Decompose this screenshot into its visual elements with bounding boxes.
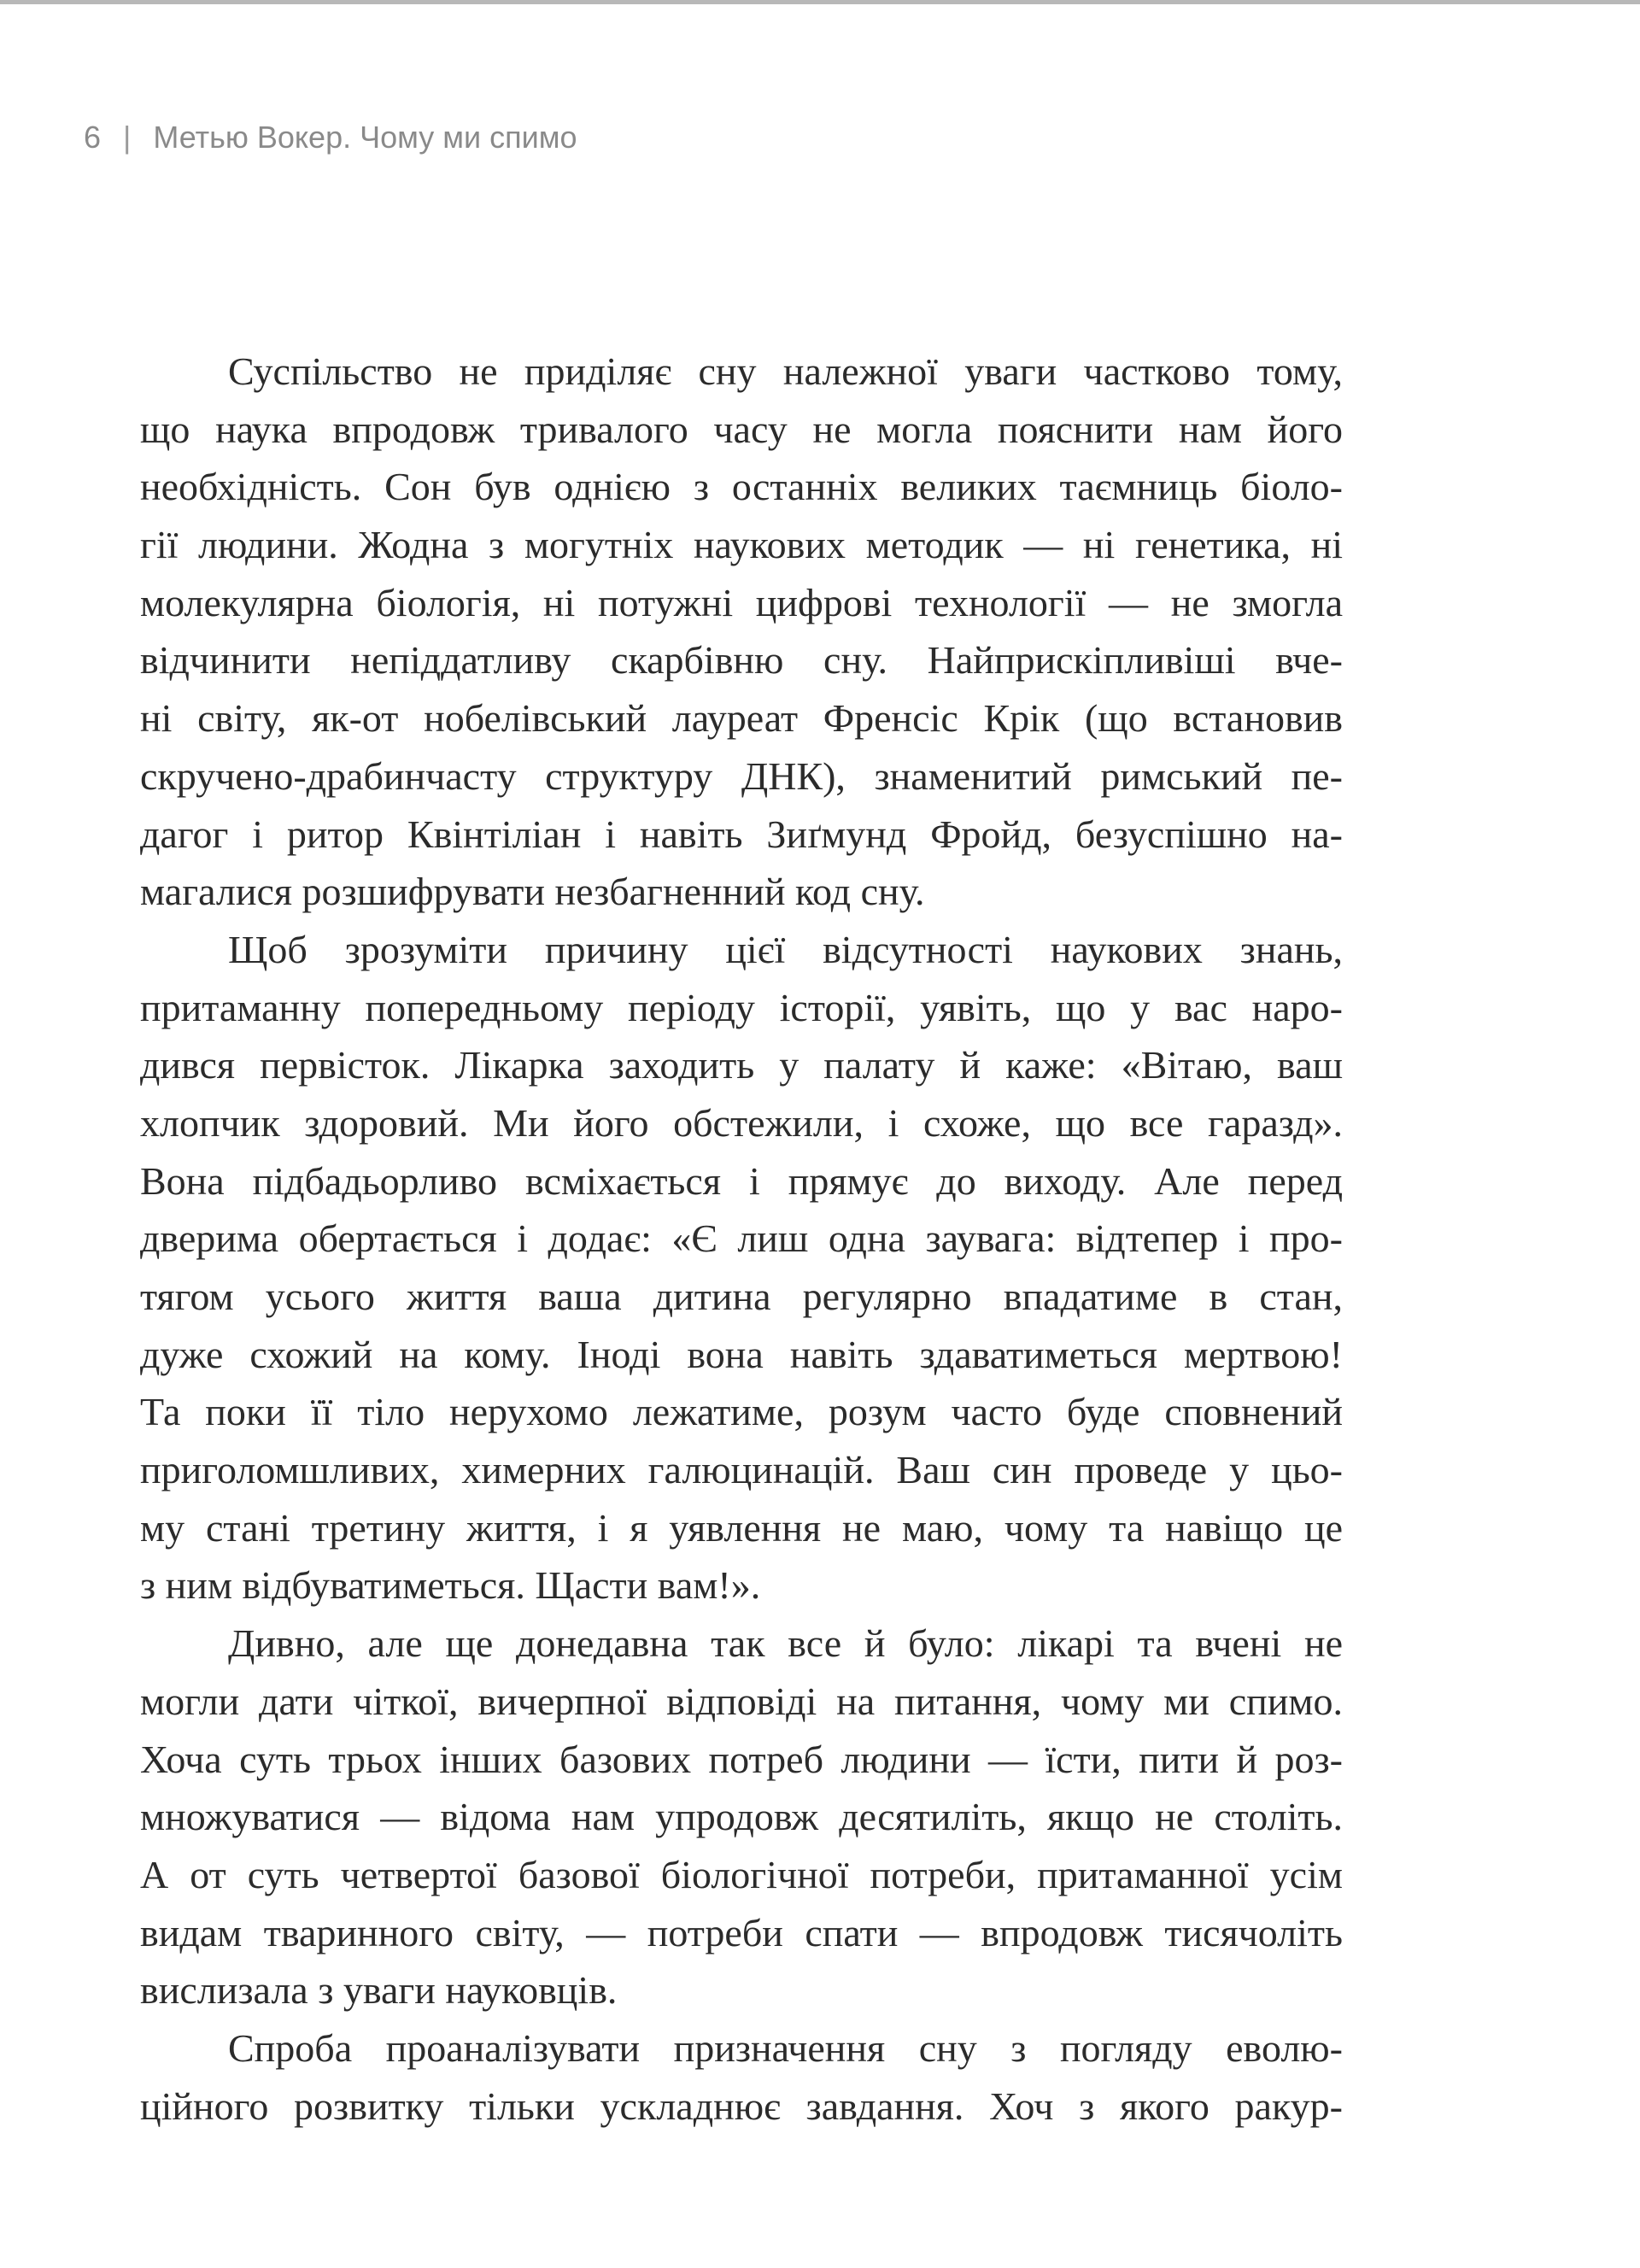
text-line: могли дати чіткої, вичерпної відповіді на питання, чому ми спимо. — [140, 1679, 1343, 1723]
text-line: Хоча суть трьох інших базових потреб людини — їсти, пити й роз- — [140, 1737, 1343, 1781]
paragraph — [140, 1615, 1343, 2019]
text-line: тягом усього життя ваша дитина регулярно впадатиме в стан, — [140, 1275, 1343, 1318]
text-line: Та поки її тіло нерухомо лежатиме, розум часто буде сповнений — [140, 1390, 1343, 1434]
text-line: Суспільство не приділяє сну належної уваги частково тому, — [228, 349, 1343, 393]
text-line: хлопчик здоровий. Ми його обстежили, і схоже, що все гаразд». — [140, 1100, 1343, 1145]
page-number: 6 — [84, 120, 102, 155]
text-line: притаманну попередньому періоду історії, уявіть, що у вас наро- — [140, 985, 1343, 1029]
text-line: Спроба проаналізувати призначення сну з погляду еволю- — [228, 2025, 1343, 2070]
text-line: приголомшливих, химерних галюцинацій. Ваш син проведе у цьо- — [140, 1448, 1343, 1492]
top-border — [0, 0, 1640, 4]
running-header — [84, 120, 577, 155]
text-line: Дивно, але ще донедавна так все й було: лікарі та вчені не — [228, 1621, 1343, 1666]
text-line: дуже схожий на кому. Іноді вона навіть здаватиметься мертвою! — [140, 1332, 1343, 1376]
text-line: дверима обертається і додає: «Є лиш одна заувага: відтепер і про- — [140, 1216, 1343, 1261]
paragraph — [140, 343, 1343, 921]
text-line: ційного розвитку тільки ускладнює завдання. Хоч з якого ракур- — [140, 2083, 1343, 2128]
text-line: вислизала з уваги науковців. — [140, 1968, 618, 2013]
text-line: видам тваринного світу, — потреби спати — впродовж тисячоліть — [140, 1910, 1343, 1954]
paragraph — [140, 921, 1343, 1615]
body-text — [140, 343, 1343, 2135]
text-line: А от суть четвертої базової біологічної потреби, притаманної усім — [140, 1852, 1343, 1896]
text-line: ні світу, як-от нобелівський лауреат Френсіс Крік (що встановив — [140, 696, 1343, 741]
text-line: молекулярна біологія, ні потужні цифрові технології — не змогла — [140, 580, 1343, 624]
text-line: відчинити непіддатливу скарбівню сну. Найприскіпливіші вче- — [140, 638, 1343, 683]
text-line: Щоб зрозуміти причину цієї відсутності наукових знань, — [228, 927, 1343, 971]
text-line: дився первісток. Лікарка заходить у палату й каже: «Вітаю, ваш — [140, 1043, 1343, 1087]
paragraph — [140, 2019, 1343, 2135]
text-line: скручено-драбинчасту структуру ДНК), знаменитий римський пе- — [140, 753, 1343, 798]
text-line: з ним відбуватиметься. Щасти вам!». — [140, 1563, 761, 1608]
text-line: множуватися — відома нам упродовж десятиліть, якщо не століть. — [140, 1795, 1343, 1839]
text-line: Вона підбадьорливо всміхається і прямує до виходу. Але перед — [140, 1158, 1343, 1203]
running-title: Метью Вокер. Чому ми спимо — [153, 120, 577, 155]
text-line: дагог і ритор Квінтіліан і навіть Зиґмунд Фройд, безуспішно на- — [140, 812, 1343, 856]
text-line: му стані третину життя, і я уявлення не маю, чому та навіщо це — [140, 1505, 1343, 1550]
header-separator: | — [123, 120, 132, 155]
text-line: що наука впродовж тривалого часу не могла пояснити нам його — [140, 407, 1343, 451]
text-line: гії людини. Жодна з могутніх наукових методик — ні генетика, ні — [140, 523, 1343, 567]
text-line: необхідність. Сон був однією з останніх великих таємниць біоло- — [140, 465, 1343, 509]
text-line: магалися розшифрувати незбагненний код сну. — [140, 870, 925, 914]
